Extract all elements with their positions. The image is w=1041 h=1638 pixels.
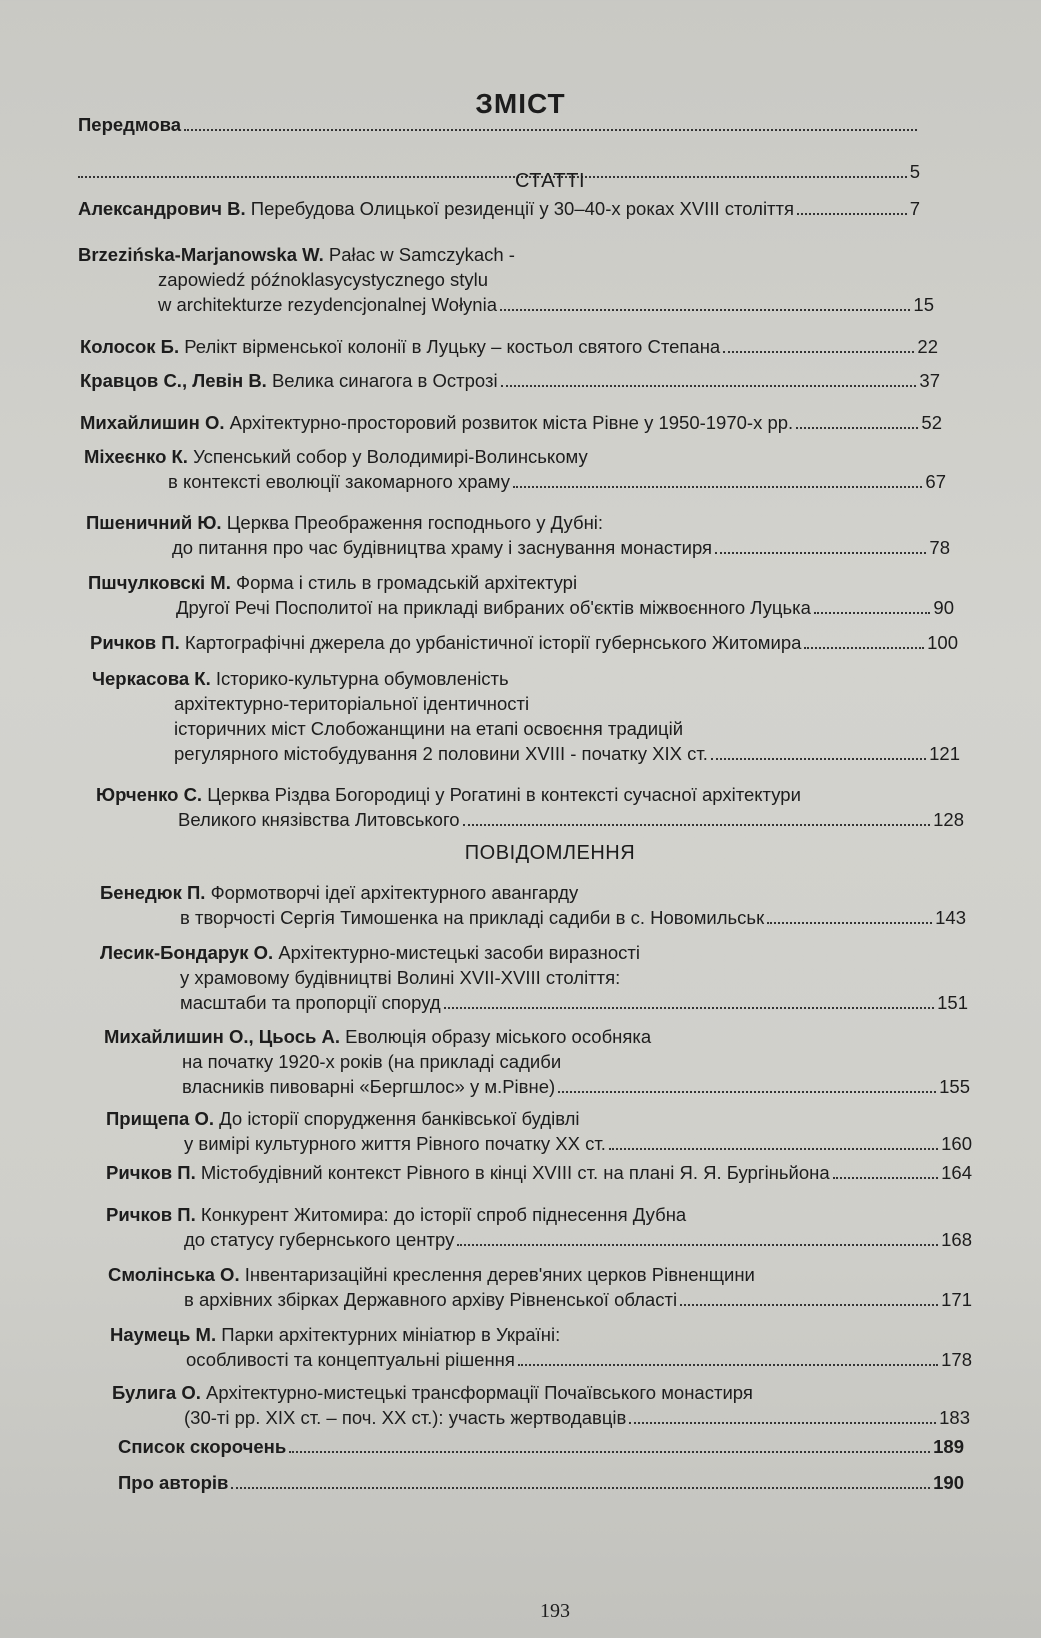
article-title-line: в контексті еволюції закомарного храму <box>168 471 510 492</box>
report-title-line: Конкурент Житомира: до історії спроб піднесення Дубна <box>200 1204 687 1225</box>
article-entry <box>80 334 938 359</box>
report-author: Булига О. <box>112 1382 201 1403</box>
article-page: 121 <box>929 743 960 764</box>
article-author: Михайлишин О. <box>80 412 225 433</box>
article-title-line: Церква Різдва Богородиці у Рогатині в контексті сучасної архітектури <box>207 784 801 805</box>
report-title-line: (30-ті рр. XIX ст. – поч. XX ст.): участь жертводавців <box>184 1407 627 1428</box>
article-title-line: регулярного містобудування 2 половини XVIII - початку XIX ст. <box>174 743 708 764</box>
article-title-line: Форма і стиль в громадській архітектурі <box>236 572 578 593</box>
abbreviations-page: 189 <box>933 1436 964 1457</box>
article-author: Пшеничний Ю. <box>86 512 222 533</box>
article-title-line: Історико-культурна обумовленість <box>215 668 509 689</box>
report-page: 155 <box>939 1076 970 1097</box>
article-author: Черкасова К. <box>92 668 211 689</box>
report-author: Прищепа О. <box>106 1108 215 1129</box>
report-title-line: До історії спорудження банківської будівлі <box>219 1108 580 1129</box>
report-entry <box>100 940 968 1015</box>
leader-dots <box>500 309 910 311</box>
article-page: 78 <box>929 537 950 558</box>
report-page: 178 <box>941 1349 972 1370</box>
report-entry <box>106 1202 972 1252</box>
leader-dots <box>804 647 924 649</box>
report-title-line: Інвентаризаційні креслення дерев'яних церков Рівненщини <box>244 1264 755 1285</box>
article-author: Brzezińska-Marjanowska W. <box>78 244 324 265</box>
article-author: Александрович В. <box>78 198 246 219</box>
article-page: 37 <box>919 370 940 391</box>
report-author: Лесик-Бондарук О. <box>100 942 274 963</box>
abbreviations-entry <box>118 1434 964 1459</box>
article-page: 22 <box>917 336 938 357</box>
article-entry <box>80 368 940 393</box>
leader-dots <box>814 612 930 614</box>
article-entry <box>78 242 934 317</box>
article-title-line: Картографічні джерела до урбаністичної історії губернського Житомира <box>184 632 802 653</box>
report-title-line: Архітектурно-мистецькі трансформації Почаївського монастиря <box>206 1382 753 1403</box>
article-title-line: Pałac w Samczykach - <box>328 244 515 265</box>
report-entry <box>104 1024 970 1099</box>
article-title-line: Успенський собор у Володимирі-Волинському <box>193 446 588 467</box>
article-page: 100 <box>927 632 958 653</box>
leader-dots <box>558 1091 936 1093</box>
preface-label: Передмова <box>78 114 182 135</box>
authors-page: 190 <box>933 1472 964 1493</box>
report-page: 168 <box>941 1229 972 1250</box>
report-entry <box>100 880 966 930</box>
report-title-line: Містобудівний контекст Рівного в кінці XVIII ст. на плані Я. Я. Бургіньйона <box>200 1162 830 1183</box>
report-entry <box>106 1160 972 1185</box>
article-title-line: zapowiedź późnoklasycystycznego stylu <box>158 269 489 290</box>
leader-dots <box>797 213 907 215</box>
report-title-line: в творчості Сергія Тимошенка на прикладі садиби в с. Новомильськ <box>180 907 765 928</box>
report-title-line: Формотворчі ідеї архітектурного авангарду <box>210 882 579 903</box>
report-entry <box>112 1380 970 1430</box>
article-page: 15 <box>913 294 934 315</box>
leader-dots <box>833 1177 938 1179</box>
article-title-line: Релікт вірменської колонії в Луцьку – костьол святого Степана <box>184 336 721 357</box>
article-title-line: до питання про час будівництва храму і заснування монастиря <box>172 537 713 558</box>
report-title-line: на початку 1920-х років (на прикладі садиби <box>182 1051 562 1072</box>
leader-dots <box>715 552 926 554</box>
leader-dots <box>767 922 932 924</box>
article-author: Міхеєнко К. <box>84 446 188 467</box>
article-author: Ричков П. <box>90 632 180 653</box>
authors-entry <box>118 1470 964 1495</box>
report-author: Наумець М. <box>110 1324 217 1345</box>
leader-dots <box>463 824 931 826</box>
article-entry <box>78 196 920 221</box>
authors-label: Про авторів <box>118 1472 229 1493</box>
report-entry <box>106 1106 972 1156</box>
report-title-line: у храмовому будівництві Волині XVII-XVIII століття: <box>180 967 621 988</box>
report-author: Ричков П. <box>106 1162 196 1183</box>
report-page: 160 <box>941 1133 972 1154</box>
section-reports: ПОВІДОМЛЕННЯ <box>464 842 636 864</box>
report-title-line: власників пивоварні «Бергшлос» у м.Рівне) <box>182 1076 556 1097</box>
report-author: Ричков П. <box>106 1204 196 1225</box>
leader-dots <box>518 1364 938 1366</box>
leader-dots <box>680 1304 938 1306</box>
article-entry <box>90 630 958 655</box>
article-entry <box>80 410 942 435</box>
report-title-line: Парки архітектурних мініатюр в Україні: <box>221 1324 561 1345</box>
page-number: 193 <box>540 1600 570 1622</box>
report-page: 171 <box>941 1289 972 1310</box>
toc-title: ЗМІСТ <box>475 88 566 119</box>
article-entry <box>84 444 946 494</box>
report-title-line: до статусу губернського центру <box>184 1229 455 1250</box>
report-author: Смолінська О. <box>108 1264 240 1285</box>
article-title-line: Велика синагога в Острозі <box>271 370 498 391</box>
leader-dots <box>609 1148 938 1150</box>
leader-dots <box>723 351 914 353</box>
article-page: 52 <box>921 412 942 433</box>
article-title-line: w architekturze rezydencjonalnej Wołynia <box>158 294 497 315</box>
leader-dots <box>444 1007 934 1009</box>
article-author: Кравцов С., Левін В. <box>80 370 267 391</box>
article-title-line: Церква Преображення господнього у Дубні: <box>226 512 604 533</box>
report-page: 151 <box>937 992 968 1013</box>
leader-dots <box>501 385 917 387</box>
leader-dots <box>629 1422 936 1424</box>
article-page: 90 <box>933 597 954 618</box>
report-title-line: масштаби та пропорції споруд <box>180 992 441 1013</box>
article-title-line: Другої Речі Посполитої на прикладі вибраних об'єктів міжвоєнного Луцька <box>176 597 811 618</box>
article-title-line: архітектурно-територіальної ідентичності <box>174 693 530 714</box>
preface-page: 5 <box>909 161 920 182</box>
article-author: Пшчулковскі М. <box>88 572 231 593</box>
report-title-line: в архівних збірках Державного архіву Рівненської області <box>184 1289 678 1310</box>
report-title-line: Еволюція образу міського особняка <box>345 1026 652 1047</box>
report-title-line: особливості та концептуальні рішення <box>186 1349 515 1370</box>
article-page: 7 <box>909 198 920 219</box>
article-title-line: Перебудова Олицької резиденції у 30–40-х роках XVIII століття <box>250 198 795 219</box>
report-author: Бенедюк П. <box>100 882 206 903</box>
article-page: 67 <box>925 471 946 492</box>
article-title-line: Великого князівства Литовського <box>178 809 460 830</box>
leader-dots <box>711 758 926 760</box>
article-entry <box>88 570 954 620</box>
article-author: Юрченко С. <box>96 784 203 805</box>
report-page: 143 <box>935 907 966 928</box>
leader-dots <box>513 486 922 488</box>
article-entry <box>96 782 964 832</box>
article-entry <box>86 510 950 560</box>
section-articles: СТАТТІ <box>514 170 586 192</box>
article-title-line: Архітектурно-просторовий розвиток міста Рівне у 1950-1970-х рр. <box>229 412 794 433</box>
article-entry <box>92 666 960 766</box>
abbreviations-label: Список скорочень <box>118 1436 287 1457</box>
report-page: 164 <box>941 1162 972 1183</box>
report-page: 183 <box>939 1407 970 1428</box>
article-title-line: історичних міст Слобожанщини на етапі освоєння традицій <box>174 718 684 739</box>
report-title-line: у вимірі культурного життя Рівного початку XX ст. <box>184 1133 606 1154</box>
report-entry <box>108 1262 972 1312</box>
report-title-line: Архітектурно-мистецькі засоби виразності <box>278 942 641 963</box>
article-author: Колосок Б. <box>80 336 180 357</box>
article-page: 128 <box>933 809 964 830</box>
leader-dots <box>457 1244 938 1246</box>
report-author: Михайлишин О., Цьось А. <box>104 1026 341 1047</box>
report-entry <box>110 1322 972 1372</box>
leader-dots <box>796 427 918 429</box>
